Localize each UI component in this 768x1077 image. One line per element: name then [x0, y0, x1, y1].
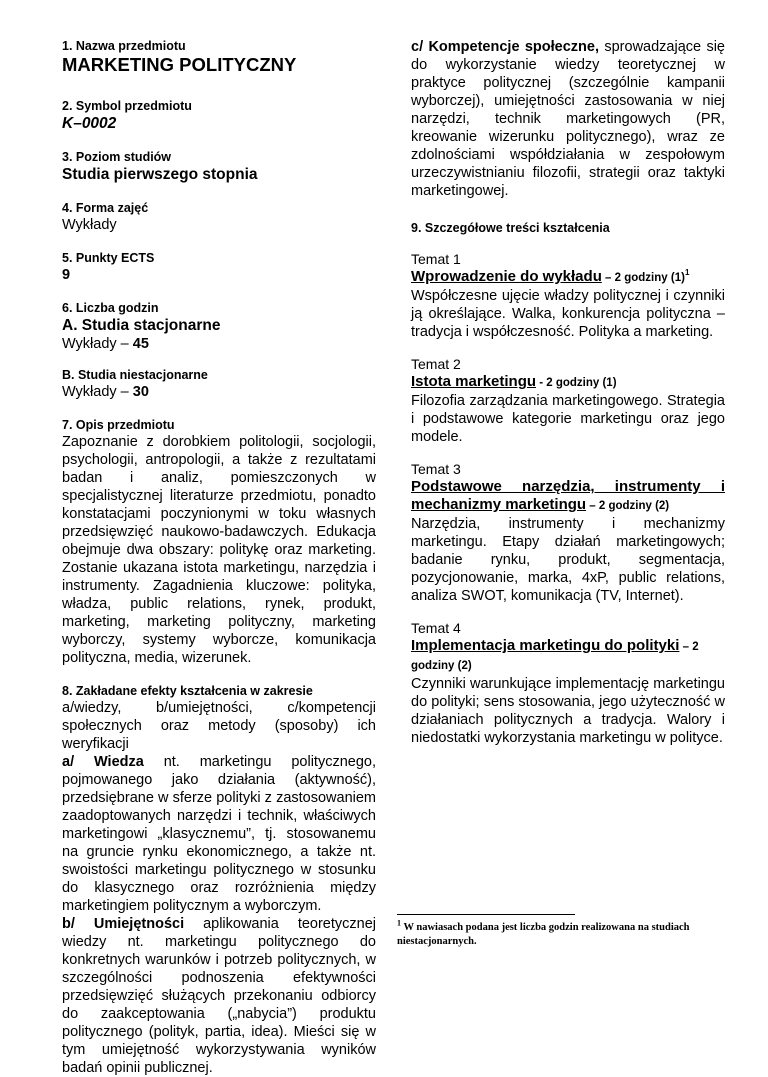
topic-title: Podstawowe narzędzia, instrumenty i mechanizmy marketingu – 2 godziny (2)	[411, 478, 725, 513]
parttime-hours: Wykłady – 30	[62, 384, 149, 400]
outcome-knowledge: a/ Wiedza nt. marketingu politycznego, pojmowanego jako działania (aktywność), przedsiębrane w sferze polityki z zastosowaniem zaadoptowanych narzędzi i technik, właściwych marketingowi „klasycznemu”, tj. stosowanemu na gruncie rynku ekonomicznego, a także nt. swoistości marketingu politycznego w stosunku do klasycznego oraz rozróżnienia między marketingiem politycznym a wyborczym.	[62, 754, 376, 914]
topic-text: Narzędzia, instrumenty i mechanizmy marketingu. Etapy działań marketingowych; badanie rynku, produkt, segmentacja, pozycjonowanie, marka, 4xP, public relations, analiza SWOT, komunikacja (TV, Internet).	[411, 516, 725, 604]
course-name: MARKETING POLITYCZNY	[62, 54, 297, 75]
fulltime-title: A. Studia stacjonarne	[62, 317, 221, 334]
section-course-symbol	[62, 98, 376, 133]
footnote: $^1$ W nawiasach podana jest liczba godzin realizowana na studiach niestacjonarnych.	[397, 918, 690, 947]
topic-text: Czynniki warunkujące implementację marketingu do polityki; sens stosowania, jego użyteczność w działaniach politycznych a tradycja. Walory i niedostatki wykorzystania marketingu w polityce.	[411, 676, 725, 746]
topic-3	[411, 460, 725, 605]
section-course-name	[62, 38, 376, 76]
topic-2	[411, 355, 725, 446]
section-ects	[62, 250, 376, 284]
section-label: 4. Forma zajęć	[62, 201, 149, 215]
section-label: 8. Zakładane efekty kształcenia w zakresie	[62, 684, 313, 698]
section-description	[62, 417, 376, 667]
parttime-title: B. Studia niestacjonarne	[62, 368, 208, 382]
outcomes-intro: a/wiedzy, b/umiejętności, c/kompetencji społecznych oraz metody (sposoby) ich weryfikacji	[62, 700, 376, 752]
topic-head: Temat 2	[411, 356, 461, 372]
class-form: Wykłady	[62, 217, 117, 233]
course-symbol: K–0002	[62, 115, 117, 132]
section-learning-outcomes	[62, 683, 376, 1077]
right-column	[411, 38, 725, 747]
topic-text: Współczesne ujęcie władzy politycznej i czynniki ją określające. Walka, konkurencja polityczna – tradycja i współczesność. Polityka a marketing.	[411, 288, 725, 340]
description-text: Zapoznanie z dorobkiem politologii, socjologii, psychologii, antropologii, a także z rezultatami badan i analiz, pomieszczonych w specjalistycznej literaturze przedmiotu, ponadto konstatacjami poczynionymi w toku własnych przedsięwzięć naukowo-badawczych. Edukacja obejmuje dwa obszary: politykę oraz marketing. Zostanie ukazana istota marketingu, narzędzia i instrumenty. Zagadnienia kluczowe: polityka, władza, public relations, rynek, produkt, marketing, marketing polityczny, marketing wyborczy, systemy wyborcze, komunikacja polityczna, media, wizerunek.	[62, 434, 376, 666]
section-label: 6. Liczba godzin	[62, 301, 159, 315]
section-label: 1. Nazwa przedmiotu	[62, 39, 186, 53]
section-study-level	[62, 149, 376, 184]
section-label: 7. Opis przedmiotu	[62, 418, 175, 432]
left-column	[62, 38, 376, 1077]
topic-title: Wprowadzenie do wykładu – 2 godziny $(1)^1$	[411, 268, 690, 285]
topic-title: Implementacja marketingu do polityki – 2 godziny (2)	[411, 637, 699, 672]
fulltime-hours: Wykłady – 45	[62, 336, 149, 352]
section-label: 2. Symbol przedmiotu	[62, 99, 192, 113]
study-level: Studia pierwszego stopnia	[62, 166, 258, 183]
topic-1	[411, 250, 725, 341]
section-label-contents: 9. Szczegółowe treści kształcenia	[411, 221, 610, 235]
section-label: 5. Punkty ECTS	[62, 251, 155, 265]
section-hours	[62, 300, 376, 401]
section-label: 3. Poziom studiów	[62, 150, 172, 164]
topic-head: Temat 1	[411, 251, 461, 267]
topic-text: Filozofia zarządzania marketingowego. Strategia i podstawowe kategorie marketingu oraz jego modele.	[411, 393, 725, 445]
outcome-competences: c/ Kompetencje społeczne, sprowadzające się do wykorzystanie wiedzy teoretycznej w praktyce politycznej (szczególnie kampanii wyborczej), umiejętności zastosowania w niej narzędzi, technik marketingowych (PR, kreowanie wizerunku politycznego), wraz ze zdolnościami współdziałania w zespołowym urzeczywistnianiu filozofii, strategii oraz taktyki marketingowej.	[411, 39, 725, 199]
outcome-skills: b/ Umiejętności aplikowania teoretycznej wiedzy nt. marketingu politycznego do konkretnych warunków i potrzeb politycznych, w szczególności podnoszenia efektywności przedsięwzięć służących przekonaniu odbiorcy do zaakceptowania („nabycia”) produktu politycznego (polityk, partia, idea). Mieści się w tym umiejętność wykorzystywania wyników badań opinii publicznej.	[62, 916, 376, 1076]
topic-title: Istota marketingu - 2 godziny (1)	[411, 373, 617, 390]
footnote-rule	[397, 914, 575, 915]
topic-4	[411, 619, 725, 747]
ects-points: 9	[62, 267, 71, 283]
topic-head: Temat 3	[411, 461, 461, 477]
section-class-form	[62, 200, 376, 234]
topic-head: Temat 4	[411, 620, 461, 636]
